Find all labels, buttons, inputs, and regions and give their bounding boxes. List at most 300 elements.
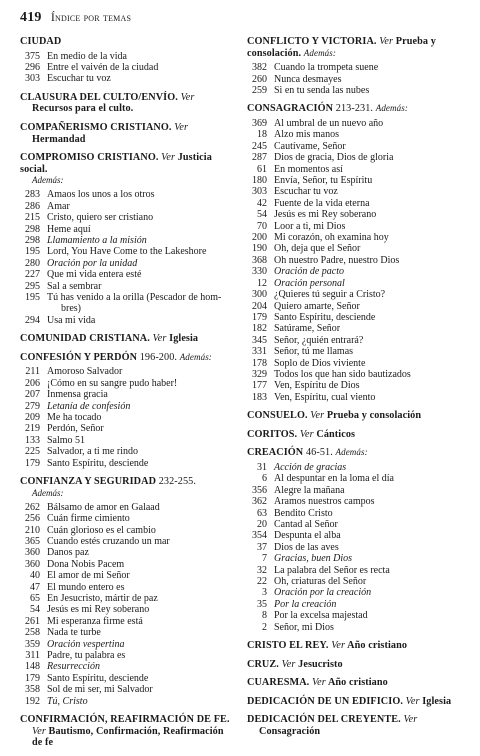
hymn-entry[interactable] — [247, 392, 461, 403]
hymn-number: 200 — [252, 232, 267, 244]
hymn-entry[interactable] — [247, 312, 461, 323]
hymn-entry[interactable] — [20, 292, 236, 315]
cross-reference[interactable]: Bautismo, Confirmación, Reafirmación de fe — [32, 725, 224, 749]
hymn-title: Si en tu senda las nubes — [274, 85, 370, 96]
see-label: Ver — [180, 91, 195, 103]
hymn-title: Resurrección — [47, 661, 100, 673]
hymn-number: 6 — [262, 473, 267, 485]
topic-consagracion — [247, 103, 461, 403]
hymn-entry[interactable] — [247, 301, 461, 312]
topic-heading: DEDICACIÓN DE UN EDIFICIO. Ver Iglesia — [247, 695, 452, 707]
hymn-number: 329 — [252, 368, 267, 380]
cross-reference[interactable]: Prueba y consolación. — [247, 36, 436, 59]
hymn-title: Oración personal — [274, 277, 345, 289]
hymn-number: 206 — [25, 377, 40, 389]
cross-reference[interactable]: Iglesia — [169, 333, 199, 345]
hymn-title: Dona Nobis Pacem — [47, 558, 125, 570]
cross-reference[interactable]: Año cristiano — [327, 677, 388, 689]
hymn-entry[interactable] — [247, 462, 461, 473]
hymn-entry[interactable] — [247, 610, 461, 621]
hymn-entry[interactable] — [247, 323, 461, 334]
hymn-title: Tú has venido a la orilla (Pescador de hom- bres) — [40, 292, 236, 315]
topic-heading: COMUNIDAD CRISTIANA. Ver Iglesia — [20, 333, 199, 345]
hymn-number: 225 — [25, 446, 40, 458]
hymn-title: Señor, ¿quién entrará? — [274, 334, 364, 346]
hymn-title: Por la creación — [274, 598, 337, 610]
page-number: 419 — [20, 10, 42, 25]
hymn-entry[interactable] — [20, 525, 236, 536]
hymn-number: 209 — [25, 412, 40, 424]
hymn-entry[interactable] — [247, 186, 461, 197]
hymn-number: 375 — [25, 50, 40, 62]
topic-clausura — [20, 92, 236, 115]
hymn-title: Amar — [47, 200, 70, 212]
hymn-number: 42 — [257, 197, 267, 209]
hymn-number: 12 — [257, 277, 267, 289]
hymn-entry[interactable] — [20, 315, 236, 326]
ademas-label: Además: — [32, 487, 64, 498]
hymn-entry[interactable] — [247, 152, 461, 163]
hymn-number: 65 — [30, 592, 40, 604]
hymn-number: 22 — [257, 576, 267, 587]
hymn-title: Amaos los unos a los otros — [47, 189, 155, 201]
hymn-entry[interactable] — [20, 269, 236, 280]
topic-dedicacion-edificio — [247, 696, 461, 708]
hymn-title: Mi esperanza firme está — [47, 615, 143, 627]
cross-reference[interactable]: Año cristiano — [347, 640, 408, 652]
hymn-number: 190 — [252, 243, 267, 255]
hymn-entry[interactable] — [247, 496, 461, 507]
topic-cristo-rey — [247, 640, 461, 652]
hymn-number: 300 — [252, 289, 267, 301]
range-label: 232-255. — [158, 476, 197, 488]
hymn-title: Bálsamo de amor en Galaad — [47, 501, 160, 513]
topic-heading: CONFESIÓN Y PERDÓN 196-200. Además: — [20, 351, 212, 363]
hymn-number: 61 — [257, 163, 267, 175]
hymn-entry[interactable] — [247, 599, 461, 610]
hymn-entry[interactable] — [20, 627, 236, 638]
hymn-entry[interactable] — [247, 175, 461, 186]
hymn-entry[interactable] — [20, 212, 236, 223]
hymn-entry[interactable] — [247, 74, 461, 85]
hymn-entry[interactable] — [20, 258, 236, 269]
hymn-title: Gracias, buen Dios — [274, 553, 353, 565]
topic-heading: CREACIÓN 46-51. Además: — [247, 447, 368, 459]
hymn-entry[interactable] — [20, 235, 236, 246]
hymn-number: 298 — [25, 223, 40, 235]
topic-heading: CONFLICTO Y VICTORIA. Ver Prueba y consolación. Además: — [247, 36, 436, 59]
topic-cruz — [247, 659, 461, 671]
hymn-title: Ven, Espíritu, cual viento — [274, 391, 376, 403]
ademas-label: Además: — [32, 175, 64, 186]
cross-reference[interactable]: Consagración — [259, 726, 321, 737]
hymn-title: Santo Espíritu, desciende — [274, 311, 376, 323]
hymn-entry[interactable] — [247, 255, 461, 266]
hymn-number: 331 — [252, 346, 267, 358]
see-label: Ver — [405, 695, 420, 707]
hymn-title: ¿Quieres tú seguir a Cristo? — [274, 289, 386, 301]
hymn-number: 178 — [252, 357, 267, 369]
hymn-number: 345 — [252, 334, 267, 346]
hymn-entry[interactable] — [20, 673, 236, 684]
hymn-entry[interactable] — [247, 209, 461, 220]
hymn-number: 18 — [257, 129, 267, 141]
hymn-number: 294 — [25, 314, 40, 326]
hymn-number: 286 — [25, 200, 40, 212]
hymn-entry[interactable] — [247, 118, 461, 129]
hymn-number: 195 — [25, 292, 40, 304]
hymn-entry[interactable] — [20, 684, 236, 695]
hymn-number: 63 — [257, 507, 267, 519]
hymn-title: En Jesucristo, mártir de paz — [47, 592, 158, 604]
ademas-label: Además: — [335, 447, 368, 458]
hymn-title: Oración vespertina — [47, 638, 125, 650]
hymn-number: 354 — [252, 530, 267, 542]
hymn-entry[interactable] — [20, 51, 236, 62]
hymn-number: 8 — [262, 610, 267, 622]
hymn-title: Señor, tú me llamas — [274, 346, 354, 358]
see-label: Ver — [174, 122, 189, 133]
hymn-number: 280 — [25, 257, 40, 269]
hymn-number: 20 — [257, 518, 267, 530]
see-label: Ver — [311, 677, 326, 689]
hymn-title: ¡Cómo en su sangre pudo haber! — [47, 377, 178, 389]
hymn-entry[interactable] — [247, 335, 461, 346]
hymn-list — [247, 462, 461, 633]
hymn-number: 261 — [25, 615, 40, 627]
hymn-number: 148 — [25, 661, 40, 673]
see-label: Ver — [161, 152, 176, 164]
hymn-number: 283 — [25, 189, 40, 201]
hymn-number: 3 — [262, 587, 267, 599]
hymn-title: Al despuntar en la loma el día — [274, 473, 394, 485]
topic-heading: CLAUSURA DEL CULTO/ENVÍO. Ver Recursos para el culto. — [20, 91, 195, 115]
hymn-entry[interactable] — [20, 201, 236, 212]
hymn-entry[interactable] — [20, 412, 236, 423]
hymn-number: 179 — [25, 457, 40, 469]
hymn-number: 183 — [252, 391, 267, 403]
hymn-title: Nada te turbe — [47, 627, 101, 639]
topic-heading: DEDICACIÓN DEL CREYENTE. Ver Consagración — [247, 714, 418, 737]
hymn-entry[interactable] — [20, 62, 236, 73]
cross-reference[interactable]: Hermandad — [32, 133, 86, 145]
hymn-entry[interactable] — [247, 289, 461, 300]
hymn-title: Fuente de la vida eterna — [274, 197, 370, 209]
hymn-list — [247, 118, 461, 403]
hymn-number: 219 — [25, 423, 40, 435]
hymn-entry[interactable] — [247, 508, 461, 519]
hymn-entry[interactable] — [247, 530, 461, 541]
hymn-title: Tú, Cristo — [47, 695, 88, 707]
hymn-entry[interactable] — [247, 576, 461, 587]
hymn-title: Sol de mi ser, mi Salvador — [47, 684, 153, 696]
topic-consuelo — [247, 410, 461, 422]
hymn-number: 195 — [25, 246, 40, 258]
topic-heading: CORITOS. Ver Cánticos — [247, 428, 356, 440]
hymn-title: Inmensa gracia — [47, 389, 108, 401]
hymn-entry[interactable] — [20, 661, 236, 672]
hymn-entry[interactable] — [247, 164, 461, 175]
hymn-number: 279 — [25, 400, 40, 412]
hymn-entry[interactable] — [20, 73, 236, 84]
hymn-title: Letanía de confesión — [47, 400, 131, 412]
topic-dedicacion-creyente — [247, 714, 461, 737]
hymn-entry[interactable] — [247, 85, 461, 96]
hymn-entry[interactable] — [20, 502, 236, 513]
see-label: Ver — [281, 658, 296, 670]
hymn-entry[interactable] — [20, 547, 236, 558]
hymn-title-continuation: bres) — [61, 303, 81, 315]
hymn-number: 359 — [25, 638, 40, 650]
topic-cuaresma — [247, 677, 461, 689]
hymn-list — [20, 189, 236, 326]
topic-confirmacion — [20, 714, 236, 749]
hymn-title: Entre el vaivén de la ciudad — [47, 62, 159, 73]
hymn-title: Todos los que han sido bautizados — [274, 368, 411, 380]
see-label: Ver — [403, 714, 418, 726]
topic-heading: CONFIRMACIÓN, REAFIRMACIÓN DE FE. Ver Bautismo, Confirmación, Reafirmación de fe — [20, 714, 230, 749]
hymn-title: Cautívame, Señor — [274, 140, 346, 152]
hymn-title: Dios de gracia, Dios de gloria — [274, 152, 394, 164]
hymn-number: 360 — [25, 547, 40, 559]
hymn-entry[interactable] — [247, 485, 461, 496]
hymn-title: Amoroso Salvador — [47, 366, 123, 378]
hymn-number: 211 — [25, 366, 40, 378]
hymn-entry[interactable] — [20, 616, 236, 627]
hymn-list — [247, 62, 461, 96]
hymn-entry[interactable] — [247, 198, 461, 209]
hymn-title: La palabra del Señor es recta — [274, 564, 390, 576]
hymn-number: 245 — [252, 140, 267, 152]
hymn-title: Loor a ti, mi Dios — [274, 220, 346, 232]
hymn-title: Sal a sembrar — [47, 280, 102, 292]
hymn-number: 362 — [252, 496, 267, 508]
hymn-number: 47 — [30, 581, 40, 593]
hymn-list — [20, 366, 236, 469]
hymn-entry[interactable] — [20, 435, 236, 446]
hymn-entry[interactable] — [247, 542, 461, 553]
hymn-entry[interactable] — [247, 266, 461, 277]
hymn-number: 262 — [25, 501, 40, 513]
hymn-title: Lord, You Have Come to the Lakeshore — [47, 246, 207, 258]
hymn-title: Acción de gracias — [274, 461, 347, 473]
hymn-number: 40 — [30, 570, 40, 582]
hymn-title: Oh, criaturas del Señor — [274, 576, 367, 587]
hymn-title: Alegre la mañana — [274, 484, 345, 496]
hymn-entry[interactable] — [20, 423, 236, 434]
range-label: 213-231. — [335, 103, 374, 115]
hymn-title: Soplo de Dios viviente — [274, 357, 366, 369]
hymn-number: 256 — [25, 513, 40, 525]
topic-heading: COMPAÑERISMO CRISTIANO. Ver Hermandad — [20, 122, 189, 145]
hymn-list — [20, 502, 236, 707]
hymn-number: 295 — [25, 280, 40, 292]
hymn-title: Cuán glorioso es el cambio — [47, 524, 156, 536]
right-column — [247, 36, 461, 745]
hymn-number: 227 — [25, 269, 40, 281]
hymn-title: Padre, tu palabra es — [47, 649, 126, 661]
hymn-number: 2 — [262, 621, 267, 633]
hymn-title: El amor de mi Señor — [47, 570, 130, 582]
hymn-entry[interactable] — [247, 221, 461, 232]
left-column — [20, 36, 236, 756]
hymn-number: 7 — [262, 553, 267, 565]
hymn-entry[interactable] — [247, 473, 461, 484]
hymn-entry[interactable] — [247, 62, 461, 73]
hymn-title: Perdón, Señor — [47, 423, 104, 435]
hymn-entry[interactable] — [20, 281, 236, 292]
hymn-title: Cuán firme cimiento — [47, 513, 130, 525]
hymn-number: 365 — [25, 535, 40, 547]
hymn-title: Usa mi vida — [47, 314, 96, 326]
ademas-label: Además: — [375, 103, 408, 114]
see-label: Ver — [32, 725, 46, 737]
topic-confesion — [20, 352, 236, 469]
hymn-number: 182 — [252, 323, 267, 335]
hymn-entry[interactable] — [20, 224, 236, 235]
hymn-number: 368 — [252, 254, 267, 266]
hymn-title: Cristo, quiero ser cristiano — [47, 212, 154, 224]
hymn-number: 179 — [25, 672, 40, 684]
hymn-entry[interactable] — [20, 582, 236, 593]
topic-heading: CONSUELO. Ver Prueba y consolación — [247, 410, 422, 422]
topic-heading: CRUZ. Ver Jesucristo — [247, 658, 343, 670]
hymn-number: 179 — [252, 311, 267, 323]
range-label: 46-51. — [305, 447, 333, 459]
hymn-entry[interactable] — [247, 565, 461, 576]
hymn-entry[interactable] — [20, 570, 236, 581]
topic-ciudad — [20, 36, 236, 85]
range-label: 196-200. — [139, 351, 178, 363]
hymn-title: Oración de pacto — [274, 266, 344, 278]
hymn-entry[interactable] — [247, 369, 461, 380]
hymn-title: Heme aquí — [47, 223, 91, 235]
topic-compromiso — [20, 152, 236, 326]
hymn-title: Que mi vida entera esté — [47, 269, 142, 281]
page-title: Índice por temas — [50, 10, 132, 24]
hymn-number: 296 — [25, 62, 40, 73]
hymn-number: 369 — [252, 118, 267, 129]
see-label: Ver — [331, 640, 346, 652]
hymn-entry[interactable] — [20, 650, 236, 661]
hymn-title: Oh, deja que el Señor — [274, 243, 361, 255]
hymn-entry[interactable] — [20, 593, 236, 604]
hymn-title: El mundo entero es — [47, 581, 125, 593]
hymn-entry[interactable] — [20, 639, 236, 650]
hymn-title: Jesús es mi Rey soberano — [274, 209, 377, 221]
hymn-title: Escuchar tu voz — [47, 73, 111, 85]
hymn-number: 260 — [252, 73, 267, 85]
hymn-entry[interactable] — [247, 587, 461, 598]
hymn-entry[interactable] — [20, 458, 236, 469]
hymn-number: 31 — [257, 461, 267, 473]
hymn-title: Ven, Espíritu de Dios — [274, 380, 360, 392]
hymn-entry[interactable] — [247, 278, 461, 289]
hymn-title: Dios de las aves — [274, 541, 339, 553]
cross-reference[interactable]: Cánticos — [316, 428, 356, 440]
cross-reference[interactable]: Justicia social. — [20, 152, 212, 175]
hymn-title: Oración por la unidad — [47, 257, 138, 269]
hymn-list — [20, 51, 236, 85]
topic-comunidad — [20, 333, 236, 345]
topic-conflicto — [247, 36, 461, 96]
cross-reference[interactable]: Prueba y consolación — [326, 410, 422, 422]
hymn-number: 177 — [252, 380, 267, 392]
hymn-title: En momentos así — [274, 163, 343, 175]
hymn-number: 70 — [257, 220, 267, 232]
hymn-entry[interactable] — [247, 380, 461, 391]
hymn-number: 287 — [252, 152, 267, 164]
hymn-entry[interactable] — [20, 378, 236, 389]
see-label: Ver — [379, 36, 394, 47]
hymn-number: 207 — [25, 389, 40, 401]
cross-reference[interactable]: Recursos para el culto. — [32, 103, 134, 115]
hymn-entry[interactable] — [247, 519, 461, 530]
hymn-title: Nunca desmayes — [274, 73, 342, 85]
hymn-number: 204 — [252, 300, 267, 312]
hymn-title: Me ha tocado — [47, 412, 102, 424]
hymn-entry[interactable] — [20, 389, 236, 400]
cross-reference[interactable]: Iglesia — [422, 695, 452, 707]
hymn-number: 37 — [257, 541, 267, 553]
hymn-title: Oh nuestro Padre, nuestro Dios — [274, 254, 400, 266]
hymn-number: 54 — [30, 604, 40, 616]
hymn-entry[interactable] — [20, 604, 236, 615]
topic-confianza — [20, 476, 236, 707]
topic-creacion — [247, 447, 461, 633]
hymn-entry[interactable] — [20, 189, 236, 200]
hymn-entry[interactable] — [247, 622, 461, 633]
hymn-entry[interactable] — [20, 536, 236, 547]
topic-heading: COMPROMISO CRISTIANO. Ver Justicia social. — [20, 152, 212, 175]
hymn-number: 303 — [25, 73, 40, 85]
hymn-number: 210 — [25, 524, 40, 536]
hymn-title: Despunta el alba — [274, 530, 341, 542]
cross-reference[interactable]: Jesucristo — [298, 658, 343, 670]
hymn-number: 382 — [252, 62, 267, 74]
hymn-entry[interactable] — [20, 513, 236, 524]
topic-heading: CUARESMA. Ver Año cristiano — [247, 677, 388, 689]
see-label: Ver — [299, 428, 314, 440]
hymn-title: Señor, mi Dios — [274, 621, 334, 633]
page-header — [20, 10, 131, 26]
hymn-title: Danos paz — [47, 547, 89, 559]
see-label: Ver — [310, 410, 325, 422]
hymn-entry[interactable] — [247, 232, 461, 243]
hymn-entry[interactable] — [247, 553, 461, 564]
hymn-number: 311 — [25, 649, 40, 661]
hymn-entry[interactable] — [247, 129, 461, 140]
hymn-title: Jesús es mi Rey soberano — [47, 604, 150, 616]
hymn-title: Satúrame, Señor — [274, 323, 341, 335]
hymn-entry[interactable] — [247, 346, 461, 357]
hymn-entry[interactable] — [247, 243, 461, 254]
hymn-entry[interactable] — [20, 401, 236, 412]
hymn-number: 32 — [257, 564, 267, 576]
hymn-entry[interactable] — [247, 358, 461, 369]
hymn-entry[interactable] — [20, 446, 236, 457]
hymn-entry[interactable] — [247, 141, 461, 152]
hymn-entry[interactable] — [20, 246, 236, 257]
hymn-entry[interactable] — [20, 559, 236, 570]
hymn-number: 35 — [257, 598, 267, 610]
ademas-label: Además: — [179, 351, 212, 362]
hymn-number: 298 — [25, 235, 40, 246]
hymn-title: Oración por la creación — [274, 587, 372, 599]
hymn-entry[interactable] — [20, 366, 236, 377]
hymn-title: Quiero amarte, Señor — [274, 300, 360, 312]
hymn-entry[interactable] — [20, 696, 236, 707]
